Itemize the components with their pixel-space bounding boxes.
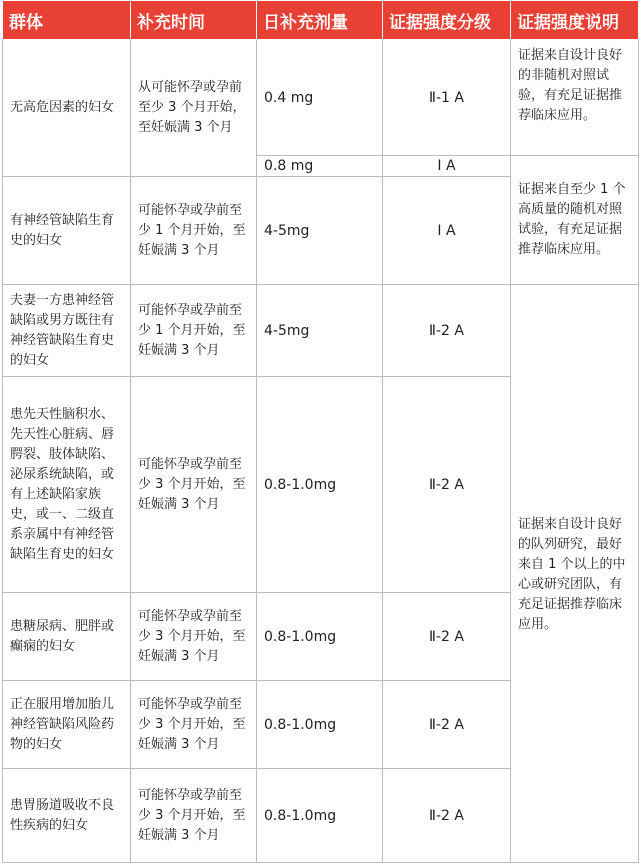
group-cell: 正在服用增加胎儿神经管缺陷风险药物的妇女 — [3, 681, 131, 769]
grade-cell: Ⅱ-2 A — [383, 681, 511, 769]
grade-cell: Ⅱ-2 A — [383, 285, 511, 377]
dose-cell: 0.8-1.0mg — [257, 593, 383, 681]
time-cell: 从可能怀孕或孕前至少 3 个月开始，至妊娠满 3 个月 — [131, 40, 257, 177]
header-dose: 日补充剂量 — [257, 1, 383, 40]
dose-cell: 4-5mg — [257, 285, 383, 377]
time-cell: 可能怀孕或孕前至少 1 个月开始，至妊娠满 3 个月 — [131, 285, 257, 377]
time-cell: 可能怀孕或孕前至少 1 个月开始，至妊娠满 3 个月 — [131, 177, 257, 285]
group-cell: 有神经管缺陷生育史的妇女 — [3, 177, 131, 285]
time-cell: 可能怀孕或孕前至少 3 个月开始，至妊娠满 3 个月 — [131, 681, 257, 769]
group-cell: 夫妻一方患神经管缺陷或男方既往有神经管缺陷生育史的妇女 — [3, 285, 131, 377]
time-cell: 可能怀孕或孕前至少 3 个月开始，至妊娠满 3 个月 — [131, 593, 257, 681]
time-cell: 可能怀孕或孕前至少 3 个月开始，至妊娠满 3 个月 — [131, 769, 257, 863]
dose-cell: 0.8-1.0mg — [257, 377, 383, 593]
folic-acid-table — [2, 0, 639, 863]
note-cell: 证据来自设计良好的队列研究，最好来自 1 个以上的中心或研究团队，有充足证据推荐临床应用。 — [511, 285, 639, 863]
table-row — [3, 40, 639, 156]
time-cell: 可能怀孕或孕前至少 3 个月开始，至妊娠满 3 个月 — [131, 377, 257, 593]
dose-cell: 0.4 mg — [257, 40, 383, 156]
dose-cell: 4-5mg — [257, 177, 383, 285]
grade-cell: Ⅰ A — [383, 177, 511, 285]
grade-cell: Ⅰ A — [383, 156, 511, 177]
group-cell: 患糖尿病、肥胖或癫痫的妇女 — [3, 593, 131, 681]
group-cell: 患胃肠道吸收不良性疾病的妇女 — [3, 769, 131, 863]
grade-cell: Ⅱ-1 A — [383, 40, 511, 156]
note-cell: 证据来自至少 1 个高质量的随机对照试验，有充足证据推荐临床应用。 — [511, 156, 639, 285]
note-cell: 证据来自设计良好的非随机对照试验，有充足证据推荐临床应用。 — [511, 40, 639, 156]
header-group: 群体 — [3, 1, 131, 40]
dose-cell: 0.8 mg — [257, 156, 383, 177]
header-time: 补充时间 — [131, 1, 257, 40]
table-row — [3, 285, 639, 377]
dose-cell: 0.8-1.0mg — [257, 769, 383, 863]
header-row — [3, 1, 639, 40]
dose-cell: 0.8-1.0mg — [257, 681, 383, 769]
grade-cell: Ⅱ-2 A — [383, 377, 511, 593]
group-cell: 无高危因素的妇女 — [3, 40, 131, 177]
header-grade: 证据强度分级 — [383, 1, 511, 40]
grade-cell: Ⅱ-2 A — [383, 769, 511, 863]
group-cell: 患先天性脑积水、先天性心脏病、唇腭裂、肢体缺陷、泌尿系统缺陷，或有上述缺陷家族史，或一、二级直系亲属中有神经管缺陷生育史的妇女 — [3, 377, 131, 593]
header-note: 证据强度说明 — [511, 1, 639, 40]
grade-cell: Ⅱ-2 A — [383, 593, 511, 681]
